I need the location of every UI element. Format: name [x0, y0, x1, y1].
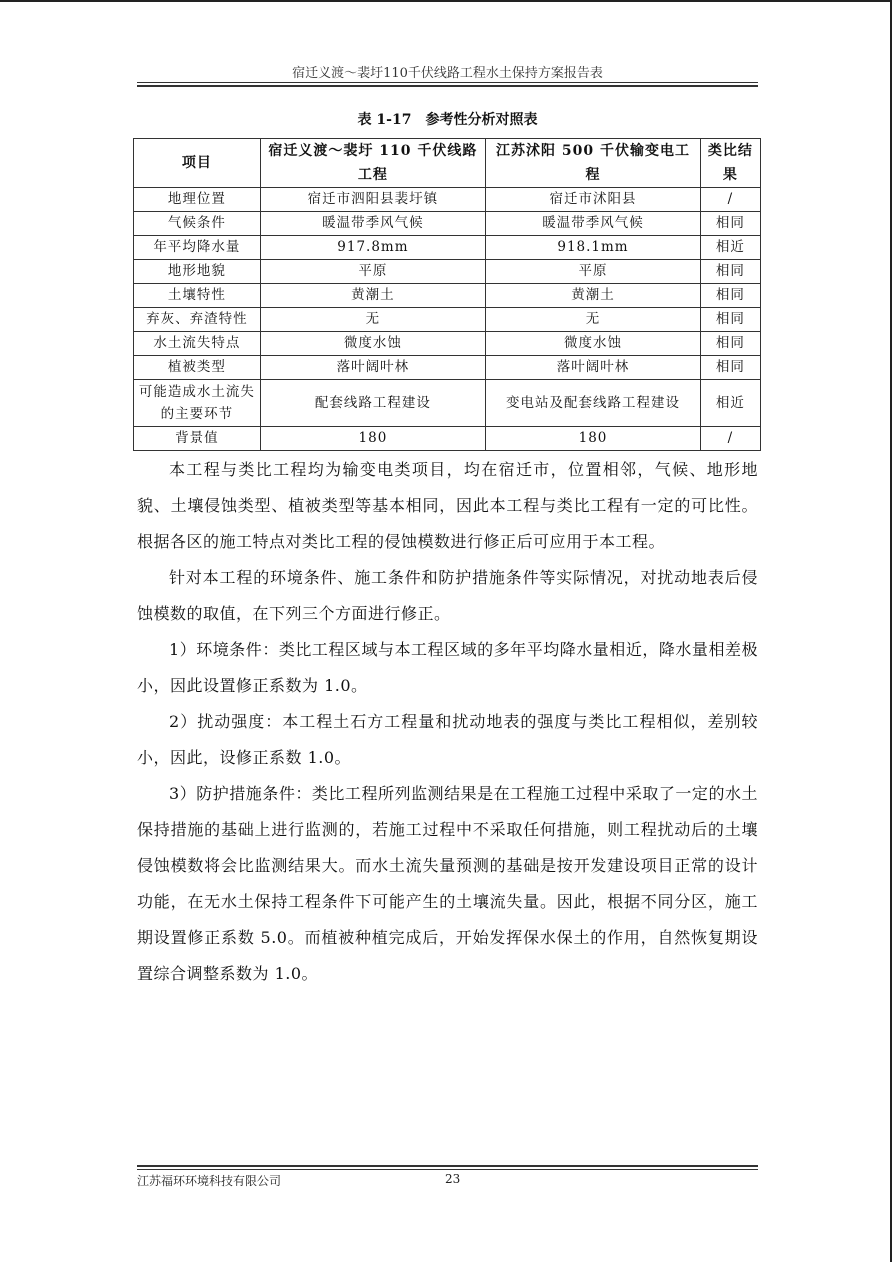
row-label: 地理位置 — [134, 188, 261, 212]
result-cell: / — [700, 427, 760, 451]
analog-project-cell: 微度水蚀 — [486, 332, 701, 356]
paragraph: 3）防护措施条件：类比工程所列监测结果是在工程施工过程中采取了一定的水土保持措施的基础上进行监测的，若施工过程中不采取任何措施，则工程扰动后的土壤侵蚀模数将会比监测结果大。而水土流失量预测的基础是按开发建设项目正常的设计功能，在无水土保持工程条件下可能产生的土壤流失量。因此，根据不同分区，施工期设置修正系数 5.0。而植被种植完成后，开始发挥保水保土的作用，自然恢复期设置综合调整系数为 1.0。 — [137, 784, 758, 983]
row-label: 年平均降水量 — [134, 236, 261, 260]
table-row — [134, 427, 761, 451]
footer-rule-thick — [137, 1165, 758, 1167]
header-result: 类比结果 — [700, 139, 760, 188]
analog-project-cell: 暖温带季风气候 — [486, 212, 701, 236]
paragraph: 针对本工程的环境条件、施工条件和防护措施条件等实际情况，对扰动地表后侵蚀模数的取值，在下列三个方面进行修正。 — [137, 568, 758, 623]
row-label: 植被类型 — [134, 356, 261, 380]
paragraph: 2）扰动强度：本工程土石方工程量和扰动地表的强度与类比工程相似，差别较小，因此，设修正系数 1.0。 — [137, 712, 758, 767]
this-project-cell: 暖温带季风气候 — [260, 212, 485, 236]
analog-project-cell: 黄潮土 — [486, 284, 701, 308]
row-label: 地形地貌 — [134, 260, 261, 284]
this-project-cell: 微度水蚀 — [260, 332, 485, 356]
page-top-border — [0, 0, 892, 2]
analog-project-cell: 无 — [486, 308, 701, 332]
body-text — [137, 452, 758, 992]
table-row — [134, 260, 761, 284]
result-cell: 相同 — [700, 260, 760, 284]
comparison-table — [133, 138, 761, 451]
header-item: 项目 — [134, 139, 261, 188]
this-project-cell: 黄潮土 — [260, 284, 485, 308]
header-this-project: 宿迁义渡～裴圩 110 千伏线路工程 — [260, 139, 485, 188]
table-row — [134, 284, 761, 308]
this-project-cell: 917.8mm — [260, 236, 485, 260]
analog-project-cell: 落叶阔叶林 — [486, 356, 701, 380]
table-row — [134, 308, 761, 332]
row-label: 可能造成水土流失的主要环节 — [134, 380, 261, 427]
this-project-cell: 宿迁市泗阳县裴圩镇 — [260, 188, 485, 212]
this-project-cell: 落叶阔叶林 — [260, 356, 485, 380]
result-cell: 相同 — [700, 212, 760, 236]
analog-project-cell: 宿迁市沭阳县 — [486, 188, 701, 212]
row-label: 弃灰、弃渣特性 — [134, 308, 261, 332]
analog-project-cell: 平原 — [486, 260, 701, 284]
result-cell: 相同 — [700, 332, 760, 356]
analog-project-cell: 变电站及配套线路工程建设 — [486, 380, 701, 427]
table-row — [134, 356, 761, 380]
this-project-cell: 配套线路工程建设 — [260, 380, 485, 427]
this-project-cell: 无 — [260, 308, 485, 332]
result-cell: / — [700, 188, 760, 212]
footer-company: 江苏福环环境科技有限公司 — [137, 1174, 282, 1188]
result-cell: 相近 — [700, 236, 760, 260]
result-cell: 相同 — [700, 308, 760, 332]
table-row — [134, 212, 761, 236]
table-row — [134, 188, 761, 212]
result-cell: 相同 — [700, 356, 760, 380]
row-label: 水土流失特点 — [134, 332, 261, 356]
header-analog-project: 江苏沭阳 500 千伏输变电工程 — [486, 139, 701, 188]
this-project-cell: 平原 — [260, 260, 485, 284]
row-label: 背景值 — [134, 427, 261, 451]
table-row — [134, 332, 761, 356]
analog-project-cell: 180 — [486, 427, 701, 451]
table-header-row — [134, 139, 761, 188]
row-label: 气候条件 — [134, 212, 261, 236]
running-header: 宿迁义渡～裴圩110千伏线路工程水土保持方案报告表 — [292, 66, 603, 81]
paragraph: 1）环境条件：类比工程区域与本工程区域的多年平均降水量相近，降水量相差极小，因此设置修正系数为 1.0。 — [137, 640, 758, 695]
result-cell: 相同 — [700, 284, 760, 308]
header-rule-thick — [137, 85, 758, 87]
paragraph: 本工程与类比工程均为输变电类项目，均在宿迁市，位置相邻，气候、地形地貌、土壤侵蚀类型、植被类型等基本相同，因此本工程与类比工程有一定的可比性。根据各区的施工特点对类比工程的侵蚀模数进行修正后可应用于本工程。 — [137, 460, 758, 551]
analog-project-cell: 918.1mm — [486, 236, 701, 260]
result-cell: 相近 — [700, 380, 760, 427]
footer-rule — [137, 1169, 758, 1170]
row-label: 土壤特性 — [134, 284, 261, 308]
table-title: 表 1-17 参考性分析对照表 — [357, 112, 538, 128]
header-rule — [137, 82, 758, 83]
table-row — [134, 380, 761, 427]
this-project-cell: 180 — [260, 427, 485, 451]
page-number: 23 — [445, 1172, 461, 1186]
table-row — [134, 236, 761, 260]
